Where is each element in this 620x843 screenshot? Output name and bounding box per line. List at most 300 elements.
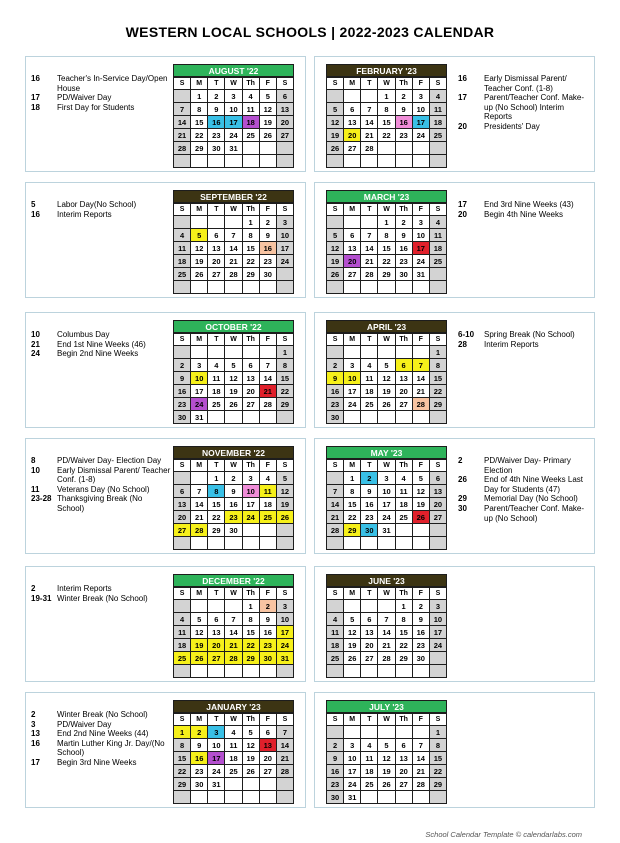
day-cell: 20 [395,385,412,398]
note-text: End of 4th Nine Weeks Last Day for Students (47) [484,475,584,494]
day-cell: 21 [174,129,191,142]
month-title: SEPTEMBER '22 [173,190,294,203]
day-cell: 18 [429,242,446,255]
day-cell: 10 [344,372,361,385]
day-cell: 25 [242,129,259,142]
day-cell: 21 [191,511,208,524]
note-date: 2 [31,584,36,593]
day-cell: 11 [429,229,446,242]
day-cell: 23 [327,398,344,411]
day-cell: 29 [395,652,412,665]
month-notes [31,330,171,359]
day-cell: 24 [242,511,259,524]
day-cell: 21 [412,765,429,778]
day-cell [395,537,412,550]
day-cell [242,346,259,359]
day-cell: 2 [361,472,378,485]
note-date: 30 [458,503,467,513]
day-cell: 17 [242,498,259,511]
day-cell [225,791,242,804]
weekday-label: W [225,460,242,472]
day-cell: 7 [361,229,378,242]
day-cell: 30 [208,142,225,155]
day-cell: 18 [259,498,276,511]
day-cell [276,155,293,168]
day-cell [191,216,208,229]
day-cell: 16 [327,385,344,398]
day-cell: 11 [225,739,242,752]
day-cell: 11 [242,103,259,116]
week-row [327,242,447,255]
weekday-label: W [378,460,395,472]
day-cell: 31 [225,142,242,155]
weekday-label: F [259,588,276,600]
weekday-label: S [429,588,446,600]
day-cell: 5 [259,90,276,103]
day-cell: 16 [174,385,191,398]
note-date: 23-28 [31,494,52,504]
day-cell: 19 [344,639,361,652]
day-cell: 2 [259,216,276,229]
day-cell: 27 [344,142,361,155]
day-cell [344,665,361,678]
day-cell [208,600,225,613]
day-cell [361,155,378,168]
weekday-label: T [208,204,225,216]
weekday-label: S [276,334,293,346]
day-cell [395,142,412,155]
note-text: Interim Reports [484,339,539,349]
day-cell: 17 [276,626,293,639]
day-cell: 15 [208,498,225,511]
day-cell: 27 [344,268,361,281]
day-cell: 12 [344,626,361,639]
day-cell: 23 [174,398,191,411]
day-cell [412,281,429,294]
day-cell: 5 [225,359,242,372]
day-cell: 30 [361,524,378,537]
day-cell: 15 [429,372,446,385]
note-text: End 1st Nine Weeks (46) [57,339,146,349]
day-cell: 11 [361,372,378,385]
month-calendar [173,700,294,804]
day-cell: 12 [191,242,208,255]
note-line [458,494,592,504]
weekday-label: S [276,714,293,726]
day-cell [327,537,344,550]
day-cell: 29 [242,652,259,665]
day-cell: 4 [327,613,344,626]
month-title: AUGUST '22 [173,64,294,77]
week-row [327,639,447,652]
week-row [327,485,447,498]
weekday-label: T [208,334,225,346]
weekday-label: T [361,204,378,216]
day-cell [259,281,276,294]
day-cell: 3 [429,600,446,613]
week-row [174,129,294,142]
day-cell: 26 [327,268,344,281]
week-row [174,739,294,752]
day-cell: 2 [208,90,225,103]
day-cell [378,346,395,359]
weekday-label: Th [395,588,412,600]
week-row [174,613,294,626]
month-calendar [326,320,447,424]
day-cell: 10 [191,372,208,385]
day-cell: 21 [259,385,276,398]
weekday-label: S [327,334,344,346]
day-cell: 7 [276,726,293,739]
day-cell: 9 [327,752,344,765]
day-cell [174,791,191,804]
day-cell: 21 [327,511,344,524]
note-line [458,210,592,220]
day-cell: 17 [344,385,361,398]
footer-credit: School Calendar Template © calendarlabs.com [425,830,582,839]
weekday-label: S [327,204,344,216]
note-line [31,485,171,495]
weekday-label: W [378,334,395,346]
day-cell: 17 [378,498,395,511]
day-cell: 25 [259,511,276,524]
weekday-label: W [378,714,395,726]
day-cell: 22 [191,129,208,142]
month-calendar [326,190,447,294]
day-cell [327,155,344,168]
day-cell: 5 [276,472,293,485]
day-cell: 25 [327,652,344,665]
day-cell: 14 [378,626,395,639]
day-cell [361,537,378,550]
note-date: 28 [458,339,467,349]
note-text: PD/Waiver Day- Primary Election [484,456,571,475]
day-cell [395,281,412,294]
week-row [174,639,294,652]
day-cell: 25 [174,652,191,665]
week-row [327,739,447,752]
weekday-row [327,588,447,600]
month-title: FEBRUARY '23 [326,64,447,77]
day-cell: 25 [361,398,378,411]
weekday-label: W [378,588,395,600]
day-cell: 29 [242,268,259,281]
day-cell [276,791,293,804]
note-line [31,494,171,513]
day-cell: 27 [208,652,225,665]
day-cell: 13 [395,752,412,765]
day-cell: 26 [412,511,429,524]
month-notes [458,74,592,132]
weekday-row [327,460,447,472]
day-cell: 25 [429,129,446,142]
day-cell: 31 [276,652,293,665]
weekday-label: W [225,588,242,600]
day-cell: 17 [412,242,429,255]
day-cell: 19 [327,129,344,142]
day-cell [395,411,412,424]
day-cell [429,652,446,665]
day-cell: 26 [259,129,276,142]
day-cell [344,411,361,424]
weekday-label: Th [242,334,259,346]
day-cell: 30 [191,778,208,791]
day-cell: 29 [276,398,293,411]
day-cell [174,537,191,550]
month-calendar [173,574,294,678]
day-cell: 5 [344,613,361,626]
day-cell: 2 [191,726,208,739]
day-cell: 22 [378,255,395,268]
weekday-label: T [208,588,225,600]
day-cell [327,472,344,485]
day-cell: 20 [361,639,378,652]
week-row [174,90,294,103]
day-cell: 7 [225,229,242,242]
day-cell [174,472,191,485]
day-cell: 28 [276,765,293,778]
day-cell [276,411,293,424]
note-text: PD/Waiver Day [57,719,112,729]
week-row [174,765,294,778]
day-cell: 14 [361,242,378,255]
note-text: Spring Break (No School) [484,330,575,339]
day-cell [361,600,378,613]
week-row [327,142,447,155]
day-cell: 30 [412,652,429,665]
day-cell: 24 [225,129,242,142]
weekday-label: T [361,460,378,472]
day-cell: 28 [378,652,395,665]
week-row [327,229,447,242]
weekday-label: S [174,78,191,90]
day-cell: 20 [344,255,361,268]
month-grid [173,203,294,294]
note-text: First Day for Students [57,102,135,112]
day-cell [259,142,276,155]
day-cell: 5 [191,229,208,242]
day-cell: 1 [208,472,225,485]
day-cell: 3 [191,359,208,372]
day-cell: 27 [276,129,293,142]
weekday-label: S [276,204,293,216]
month-notes [31,200,171,219]
day-cell [412,346,429,359]
day-cell [242,524,259,537]
week-row [327,281,447,294]
note-date: 24 [31,349,40,359]
day-cell: 18 [395,498,412,511]
day-cell: 21 [276,752,293,765]
day-cell: 7 [412,739,429,752]
day-cell: 15 [429,752,446,765]
week-row [327,411,447,424]
note-date: 10 [31,465,40,475]
day-cell [242,281,259,294]
day-cell [429,268,446,281]
day-cell: 7 [259,359,276,372]
day-cell [361,90,378,103]
note-date: 8 [31,456,36,465]
week-row [174,726,294,739]
day-cell [378,600,395,613]
week-row [327,652,447,665]
weekday-row [174,204,294,216]
day-cell [208,665,225,678]
week-row [327,778,447,791]
day-cell: 4 [174,613,191,626]
day-cell: 12 [378,752,395,765]
day-cell: 19 [378,385,395,398]
day-cell: 28 [191,524,208,537]
month-grid [326,203,447,294]
month-grid [326,587,447,678]
day-cell: 22 [344,511,361,524]
weekday-label: Th [395,78,412,90]
day-cell [191,155,208,168]
day-cell [276,537,293,550]
day-cell: 2 [174,359,191,372]
day-cell: 16 [361,498,378,511]
day-cell: 1 [242,216,259,229]
day-cell: 8 [395,613,412,626]
day-cell [412,142,429,155]
day-cell [191,472,208,485]
weekday-row [174,460,294,472]
note-text: Parent/Teacher Conf. Make-up (No School) Interim Reports [484,93,585,122]
day-cell [344,537,361,550]
day-cell [242,155,259,168]
day-cell: 6 [276,90,293,103]
day-cell: 31 [344,791,361,804]
note-line [31,74,171,93]
day-cell: 17 [429,626,446,639]
note-line [458,122,592,132]
day-cell [191,346,208,359]
day-cell: 23 [259,255,276,268]
day-cell [378,281,395,294]
day-cell: 17 [276,242,293,255]
weekday-label: T [361,334,378,346]
day-cell: 6 [361,613,378,626]
day-cell [361,411,378,424]
day-cell: 4 [395,472,412,485]
day-cell: 3 [208,726,225,739]
weekday-label: S [429,460,446,472]
day-cell: 4 [429,90,446,103]
week-row [174,537,294,550]
day-cell: 13 [429,485,446,498]
week-row [327,255,447,268]
weekday-row [174,78,294,90]
weekday-label: M [344,714,361,726]
weekday-label: F [412,714,429,726]
week-row [174,652,294,665]
day-cell: 8 [242,613,259,626]
day-cell: 3 [276,600,293,613]
day-cell: 23 [225,511,242,524]
day-cell: 22 [276,385,293,398]
day-cell: 25 [361,778,378,791]
day-cell: 13 [276,103,293,116]
day-cell [174,600,191,613]
day-cell [378,155,395,168]
day-cell [208,411,225,424]
week-row [327,726,447,739]
day-cell: 16 [191,752,208,765]
day-cell [378,142,395,155]
week-row [327,537,447,550]
day-cell: 11 [361,752,378,765]
day-cell: 28 [225,652,242,665]
day-cell: 6 [429,472,446,485]
day-cell: 18 [327,639,344,652]
week-row [174,216,294,229]
note-text: Columbus Day [57,330,110,339]
day-cell: 13 [259,739,276,752]
day-cell: 13 [242,372,259,385]
page-title: WESTERN LOCAL SCHOOLS | 2022-2023 CALENDAR [125,24,495,40]
note-text: Presidents' Day [484,121,540,131]
day-cell: 5 [327,103,344,116]
week-row [174,778,294,791]
day-cell: 21 [361,129,378,142]
month-calendar [173,190,294,294]
day-cell [361,665,378,678]
day-cell: 1 [378,216,395,229]
month-calendar [326,446,447,550]
day-cell: 23 [208,129,225,142]
weekday-label: S [174,204,191,216]
day-cell: 18 [242,116,259,129]
day-cell [191,600,208,613]
week-row [327,600,447,613]
day-cell [174,281,191,294]
day-cell: 19 [191,255,208,268]
day-cell [174,155,191,168]
weekday-row [327,204,447,216]
note-line [31,330,171,340]
day-cell: 23 [395,255,412,268]
day-cell: 26 [242,765,259,778]
day-cell [276,281,293,294]
day-cell: 15 [242,626,259,639]
month-notes [31,456,171,514]
day-cell: 4 [174,229,191,242]
day-cell: 21 [378,639,395,652]
day-cell: 5 [412,472,429,485]
day-cell: 6 [344,103,361,116]
day-cell [259,665,276,678]
day-cell: 10 [208,739,225,752]
day-cell [361,791,378,804]
day-cell [327,216,344,229]
day-cell: 10 [412,229,429,242]
note-line [458,93,592,122]
weekday-label: S [276,460,293,472]
week-row [327,103,447,116]
weekday-label: M [191,334,208,346]
day-cell: 27 [429,511,446,524]
day-cell: 10 [344,752,361,765]
day-cell: 2 [412,600,429,613]
month-title: JUNE '23 [326,574,447,587]
day-cell [208,537,225,550]
note-line [31,210,171,220]
week-row [174,752,294,765]
day-cell: 11 [429,103,446,116]
day-cell: 18 [174,255,191,268]
